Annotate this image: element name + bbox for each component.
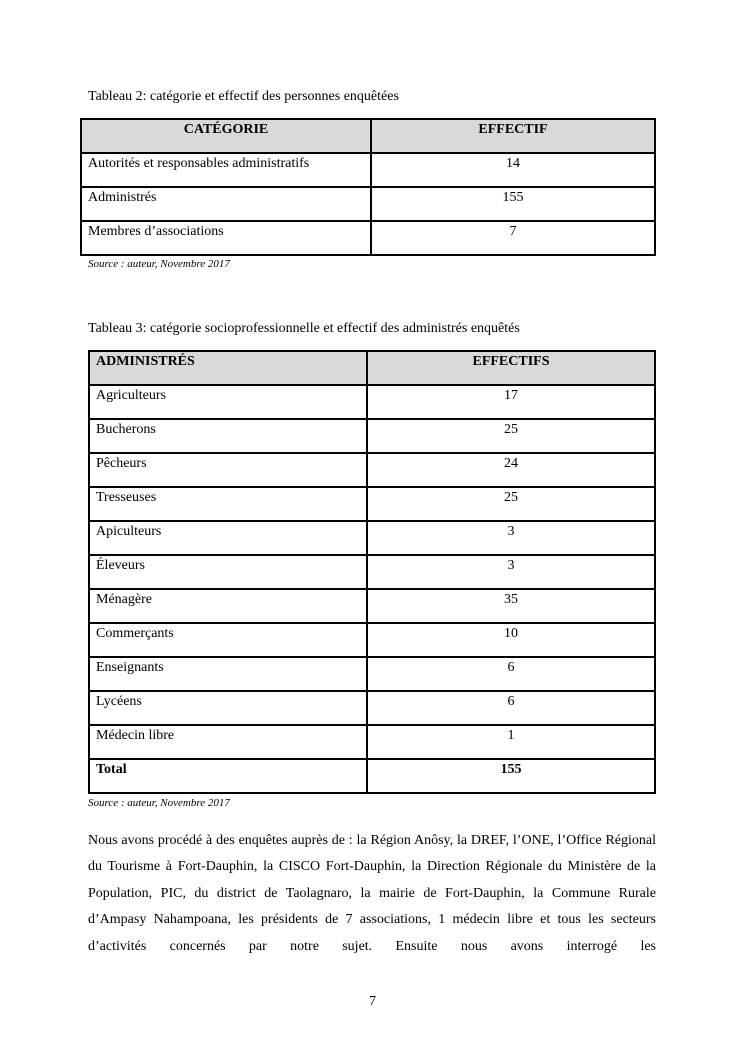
table-row xyxy=(89,555,655,589)
table3-cell-effectif: 10 xyxy=(367,623,655,657)
table3-cell-category: Apiculteurs xyxy=(89,521,367,555)
table-row xyxy=(89,623,655,657)
table3-cell-category: Agriculteurs xyxy=(89,385,367,419)
table2-cell-category: Membres d’associations xyxy=(81,221,371,255)
table3-cell-effectif: 6 xyxy=(367,657,655,691)
table3-cell-category: Éleveurs xyxy=(89,555,367,589)
table3-total-label: Total xyxy=(89,759,367,793)
table3-cell-effectif: 25 xyxy=(367,419,655,453)
table3-cell-category: Tresseuses xyxy=(89,487,367,521)
table2-header-category: CATÉGORIE xyxy=(81,119,371,153)
table-row xyxy=(89,589,655,623)
table2-cell-effectif: 155 xyxy=(371,187,655,221)
table3-header-administres: ADMINISTRÉS xyxy=(89,351,367,385)
table3-cell-category: Ménagère xyxy=(89,589,367,623)
table-row xyxy=(89,385,655,419)
table3-cell-category: Bucherons xyxy=(89,419,367,453)
table3-header-row xyxy=(89,351,655,385)
table3-header-effectifs: EFFECTIFS xyxy=(367,351,655,385)
page-number: 7 xyxy=(369,994,376,1009)
table-row xyxy=(81,153,655,187)
table3-cell-category: Lycéens xyxy=(89,691,367,725)
table2-source: Source : auteur, Novembre 2017 xyxy=(88,258,230,270)
table3-cell-effectif: 24 xyxy=(367,453,655,487)
table3-cell-effectif: 25 xyxy=(367,487,655,521)
table2-caption: Tableau 2: catégorie et effectif des personnes enquêtées xyxy=(88,89,399,104)
table2-cell-category: Administrés xyxy=(81,187,371,221)
table3-cell-effectif: 35 xyxy=(367,589,655,623)
table3-cell-category: Pêcheurs xyxy=(89,453,367,487)
table3-caption: Tableau 3: catégorie socioprofessionnelle et effectif des administrés enquêtés xyxy=(88,321,520,336)
table-row xyxy=(81,187,655,221)
table3-source: Source : auteur, Novembre 2017 xyxy=(88,797,230,809)
table2-cell-effectif: 14 xyxy=(371,153,655,187)
table-row xyxy=(81,221,655,255)
table3-cell-category: Commerçants xyxy=(89,623,367,657)
table3-cell-effectif: 6 xyxy=(367,691,655,725)
table2-cell-effectif: 7 xyxy=(371,221,655,255)
table-row xyxy=(89,453,655,487)
table3-cell-effectif: 3 xyxy=(367,555,655,589)
table3-cell-effectif: 17 xyxy=(367,385,655,419)
table3 xyxy=(88,350,656,794)
table3-cell-category: Médecin libre xyxy=(89,725,367,759)
table-row xyxy=(89,521,655,555)
table-row xyxy=(89,487,655,521)
table3-cell-effectif: 3 xyxy=(367,521,655,555)
table-row xyxy=(89,657,655,691)
table2-cell-category: Autorités et responsables administratifs xyxy=(81,153,371,187)
table2-header-effectif: EFFECTIF xyxy=(371,119,655,153)
body-paragraph: Nous avons procédé à des enquêtes auprès de : la Région Anôsy, la DREF, l’ONE, l’Office Régional du Tourisme à Fort-Dauphin, la CISCO Fort-Dauphin, la Direction Régionale du Ministère de la Population, PIC, du district de Taolagnaro, la mairie de Fort-Dauphin, la Commune Rurale d’Ampasy Nahampoana, les présidents de 7 associations, 1 médecin libre et tous les secteurs d’activités concernés par notre sujet. Ensuite nous avons interrogé les xyxy=(88,833,656,954)
table3-total-row xyxy=(89,759,655,793)
table3-total-value: 155 xyxy=(367,759,655,793)
table3-cell-category: Enseignants xyxy=(89,657,367,691)
table2-header-row xyxy=(81,119,655,153)
table2 xyxy=(80,118,656,256)
table-row xyxy=(89,419,655,453)
table3-cell-effectif: 1 xyxy=(367,725,655,759)
table-row xyxy=(89,725,655,759)
table-row xyxy=(89,691,655,725)
